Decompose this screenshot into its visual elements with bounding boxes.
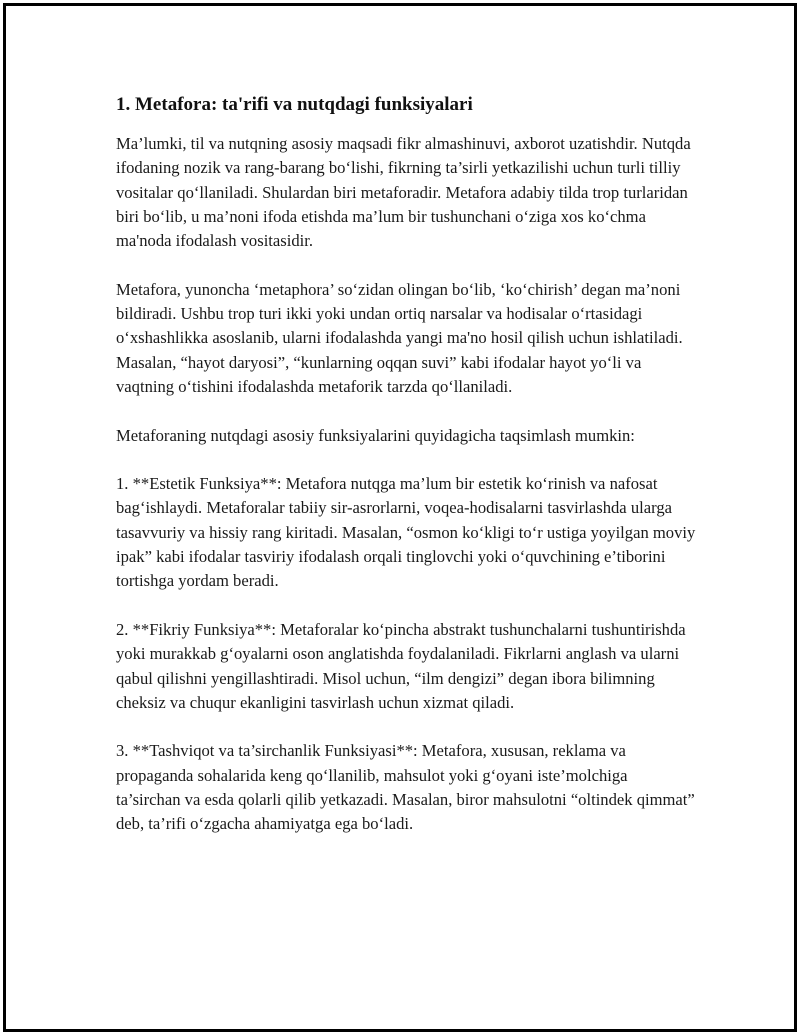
paragraph-functions-intro: Metaforaning nutqdagi asosiy funksiyalarini quyidagicha taqsimlash mumkin: [116, 425, 635, 445]
paragraph-intro: Ma’lumki, til va nutqning asosiy maqsadi fikr almashinuvi, axborot uzatishdir. Nutqda ifodaning nozik va rang-barang bo‘lishi, fikrning ta’sirli yetkazilishi uchun turli tilliy vositalar qo‘llaniladi. Shulardan biri metaforadir. Metafora adabiy tilda trop turlaridan biri bo‘lib, u ma’noni ifoda etishda ma’lum bir tushunchani o‘ziga xos ko‘chma ma'noda ifodalash vositasidir. [116, 134, 691, 251]
paragraph-etymology: Metafora, yunoncha ‘metaphora’ so‘zidan olingan bo‘lib, ‘ko‘chirish’ degan ma’noni bildiradi. Ushbu trop turi ikki yoki undan ortiq narsalar va hodisalar o‘rtasidagi o‘xshashlikka asoslanib, ularni ifodalashda yangi ma'no hosil qilish uchun ishlatiladi. Masalan, “hayot daryosi”, “kunlarning oqqan suvi” kabi ifodalar hayot yo‘li va vaqtning o‘tishini ifodalashda metaforik tarzda qo‘llaniladi. [116, 279, 683, 396]
section-heading: 1. Metafora: ta'rifi va nutqdagi funksiyalari [116, 94, 473, 115]
paragraph-aesthetic-function: 1. **Estetik Funksiya**: Metafora nutqga ma’lum bir estetik ko‘rinish va nafosat bag‘ishlaydi. Metaforalar tabiiy sir-asrorlarni, voqea-hodisalarni tasvirlashda ularga tasavvuriy va hissiy rang kiritadi. Masalan, “osmon ko‘kligi to‘r ustiga yoyilgan moviy ipak” kabi ifodalar tasviriy ifodalash orqali tinglovchi yoki o‘quvchining e’tiborini tortishga yordam beradi. [116, 474, 696, 591]
document-body [116, 92, 696, 861]
paragraph-cognitive-function: 2. **Fikriy Funksiya**: Metaforalar ko‘pincha abstrakt tushunchalarni tushuntirishda yoki murakkab g‘oyalarni oson anglatishda foydalaniladi. Fikrlarni anglash va ularni qabul qilishni yengillashtiradi. Misol uchun, “ilm dengizi” degan ibora bilimning cheksiz va chuqur ekanligini tasvirlash uchun xizmat qiladi. [116, 619, 686, 712]
paragraph-persuasive-function: 3. **Tashviqot va ta’sirchanlik Funksiyasi**: Metafora, xususan, reklama va propaganda sohalarida keng qo‘llanilib, mahsulot yoki g‘oyani iste’molchiga ta’sirchan va esda qolarli qilib yetkazadi. Masalan, biror mahsulotni “oltindek qimmat” deb, ta’rifi o‘zgacha ahamiyatga ega bo‘ladi. [116, 741, 695, 834]
